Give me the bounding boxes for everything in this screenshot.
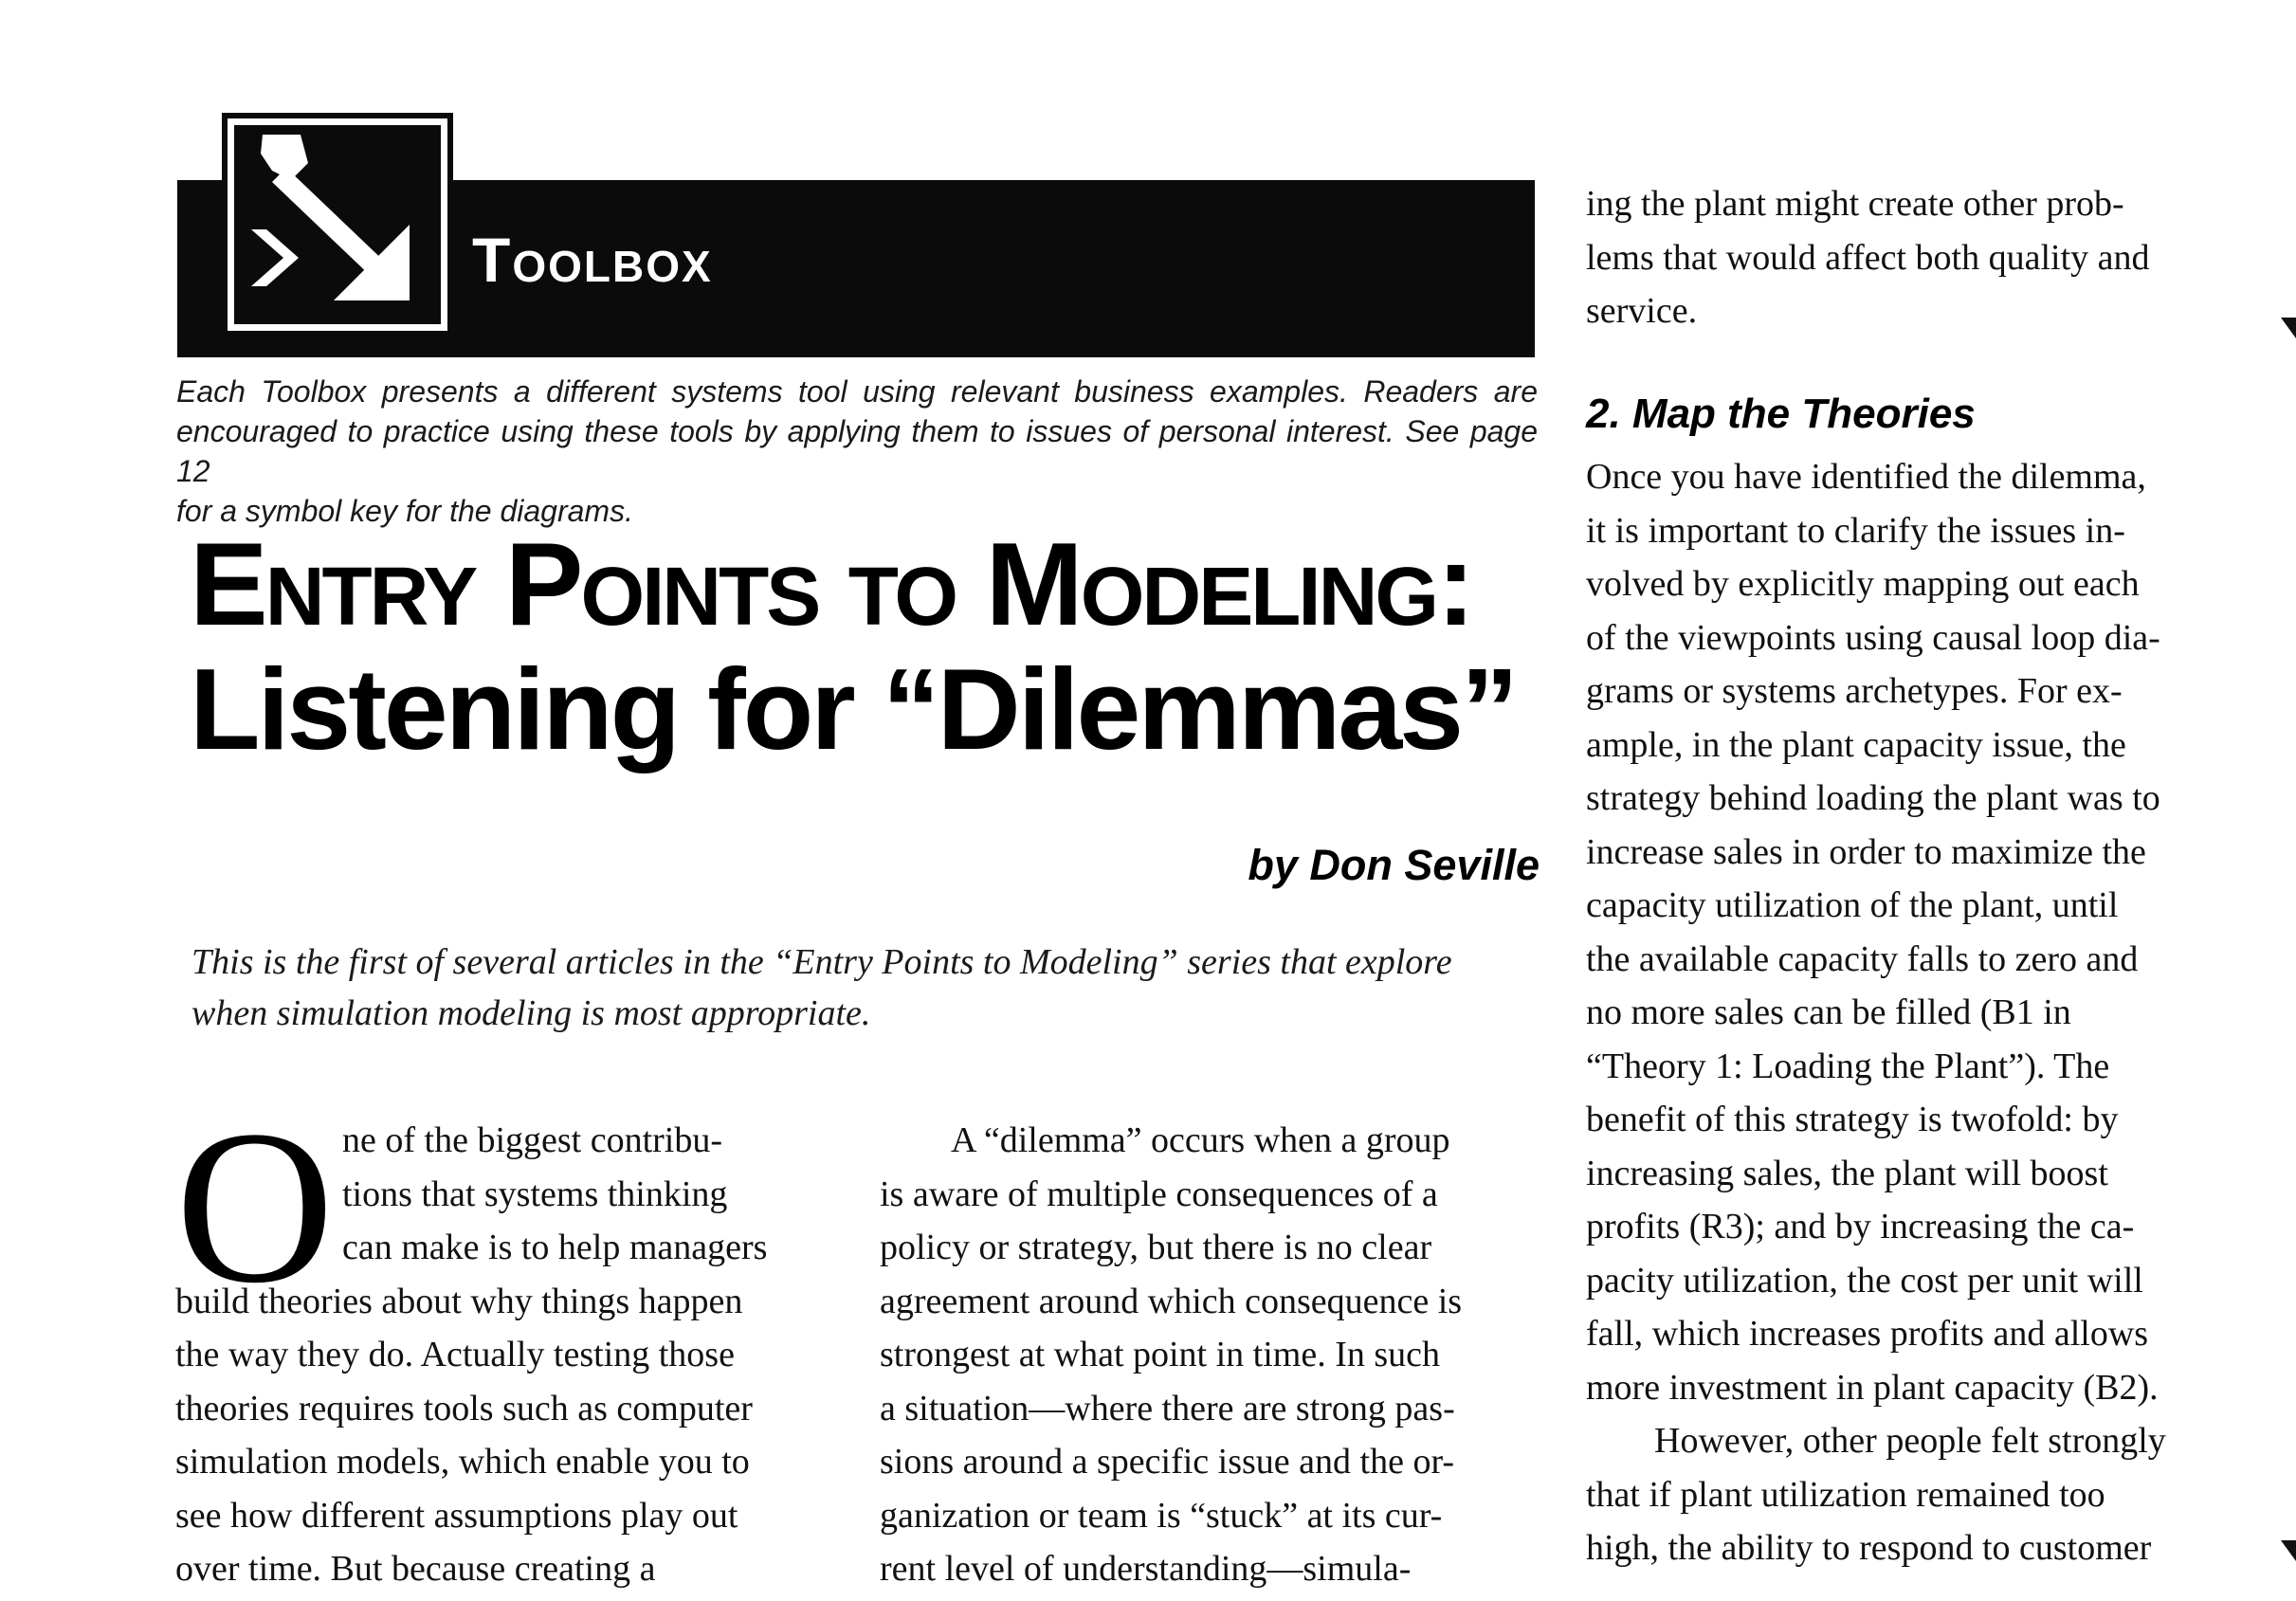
text-line: agreement around which consequence is [880,1281,1463,1321]
title-line-1: Entry Points to Modeling: [190,519,1473,650]
text-line: fall, which increases profits and allows [1586,1314,2149,1354]
text-line: ing the plant might create other prob- [1586,184,2124,224]
text-line: strongest at what point in time. In such [880,1335,1441,1374]
column-left [175,1114,820,1596]
text-line: tions that systems thinking [342,1173,728,1214]
column-middle [880,1114,1536,1596]
text-line: of the viewpoints using causal loop dia- [1586,617,2160,658]
text-line: “Theory 1: Loading the Plant”). The [1586,1046,2110,1086]
text-line: rent level of understanding—simula- [880,1549,1412,1589]
banner-title: Toolbox [472,225,713,295]
text-line: strategy behind loading the plant was to [1586,778,2160,818]
text-line: the available capacity falls to zero and [1586,938,2139,979]
text-line: no more sales can be filled (B1 in [1586,992,2071,1032]
text-line: ample, in the plant capacity issue, the [1586,724,2126,765]
column-right-continuation [1586,177,2240,338]
scan-edge-mark [2281,1540,2296,1561]
text-line: that if plant utilization remained too [1586,1474,2105,1515]
article-summary [191,937,1538,1039]
text-line: capacity utilization of the plant, until [1586,885,2119,925]
byline: by Don Seville [1248,841,1540,889]
text-line: sions around a specific issue and the or- [880,1442,1455,1482]
text-line: A “dilemma” occurs when a group [951,1120,1450,1160]
text-line: benefit of this strategy is twofold: by [1586,1100,2119,1139]
text-line: see how different assumptions play out [175,1495,738,1536]
article-title [190,519,1545,773]
scan-edge-mark [2281,318,2296,338]
text-line: is aware of multiple consequences of a [880,1173,1438,1214]
text-line: ne of the biggest contribu- [342,1120,723,1160]
text-line: more investment in plant capacity (B2). [1586,1367,2159,1408]
text-line: a situation—where there are strong pas- [880,1388,1455,1428]
text-line: over time. But because creating a [175,1549,656,1589]
column-right-section [1586,450,2250,1575]
text-line: volved by explicitly mapping out each [1586,564,2140,604]
text-line: can make is to help managers [342,1228,768,1267]
text-line: However, other people felt strongly [1654,1421,2166,1461]
text-line: profits (R3); and by increasing the ca- [1586,1207,2135,1246]
text-line: the way they do. Actually testing those [175,1335,735,1374]
title-line-2: Listening for “Dilemmas” [190,645,1517,773]
text-line: policy or strategy, but there is no clear [880,1228,1432,1267]
summary-line-1: This is the first of several articles in the “Entry Points to Modeling” series that explore [191,942,1452,982]
text-line: simulation models, which enable you to [175,1442,750,1482]
text-line: Once you have identified the dilemma, [1586,457,2146,497]
text-line: increasing sales, the plant will boost [1586,1153,2108,1193]
text-line: increase sales in order to maximize the [1586,831,2146,872]
summary-line-2: when simulation modeling is most appropriate. [191,993,871,1033]
toolbox-intro [176,372,1538,531]
intro-line-1: Each Toolbox presents a different systems tool using relevant business examples. Readers are [176,374,1538,409]
section-heading: 2. Map the Theories [1586,391,1976,437]
text-line: it is important to clarify the issues in- [1586,510,2125,551]
text-line: high, the ability to respond to customer [1586,1528,2152,1568]
intro-line-3: for a symbol key for the diagrams. [176,494,633,528]
drop-cap: O [175,1085,335,1329]
text-line: build theories about why things happen [175,1281,743,1321]
text-line: ganization or team is “stuck” at its cur- [880,1495,1443,1536]
text-line: service. [1586,291,1698,331]
text-line: lems that would affect both quality and [1586,237,2150,278]
text-line: grams or systems archetypes. For ex- [1586,671,2123,711]
text-line: pacity utilization, the cost per unit will [1586,1260,2143,1301]
text-line: theories requires tools such as computer [175,1388,753,1428]
intro-line-2: encouraged to practice using these tools by applying them to issues of personal interest. See page 12 [176,414,1538,488]
toolbox-wrench-icon [228,118,447,331]
